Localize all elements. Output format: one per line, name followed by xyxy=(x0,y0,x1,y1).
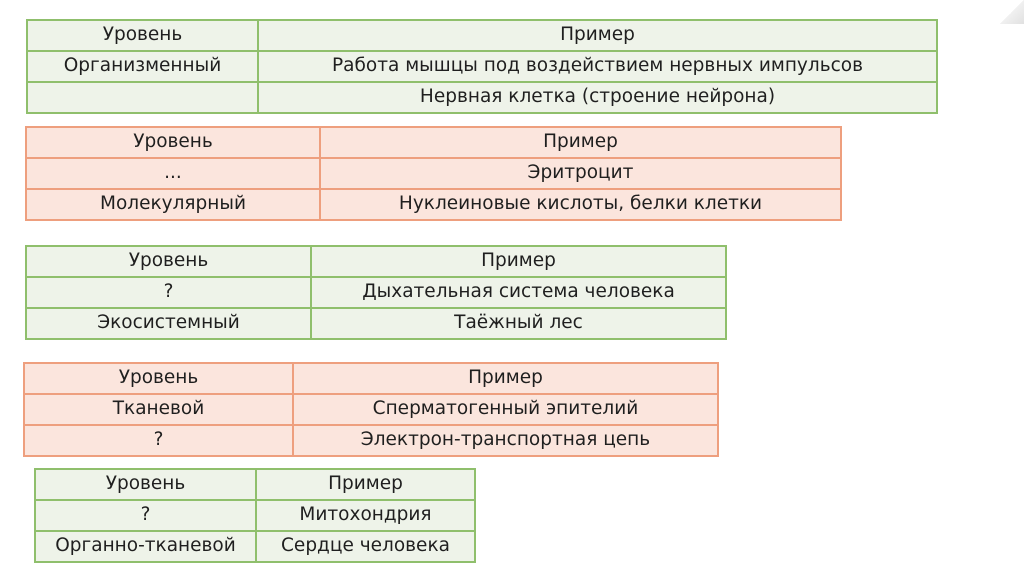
header-example: Пример xyxy=(320,127,841,158)
table-row xyxy=(26,277,726,308)
level-cell: Молекулярный xyxy=(26,189,320,220)
header-level: Уровень xyxy=(26,127,320,158)
header-level: Уровень xyxy=(35,469,256,500)
example-cell: Сперматогенный эпителий xyxy=(293,394,718,425)
header-level: Уровень xyxy=(24,363,293,394)
level-cell: Экосистемный xyxy=(26,308,311,339)
table-row xyxy=(26,308,726,339)
level-cell: ... xyxy=(26,158,320,189)
header-level: Уровень xyxy=(27,20,258,51)
table-row xyxy=(27,51,937,82)
level-cell xyxy=(27,82,258,113)
table-header-row xyxy=(26,246,726,277)
table-row xyxy=(26,189,841,220)
table-row xyxy=(24,425,718,456)
levels-table-3 xyxy=(25,245,727,340)
example-cell: Эритроцит xyxy=(320,158,841,189)
header-example: Пример xyxy=(258,20,937,51)
levels-table-2 xyxy=(25,126,842,221)
levels-table-1 xyxy=(26,19,938,114)
level-cell: Органно-тканевой xyxy=(35,531,256,562)
header-level: Уровень xyxy=(26,246,311,277)
table-row xyxy=(26,158,841,189)
table-row xyxy=(27,82,937,113)
table-header-row xyxy=(35,469,475,500)
levels-table-5 xyxy=(34,468,476,563)
example-cell: Работа мышцы под воздействием нервных импульсов xyxy=(258,51,937,82)
table-row xyxy=(35,500,475,531)
table-row xyxy=(24,394,718,425)
levels-table-4 xyxy=(23,362,719,457)
example-cell: Митохондрия xyxy=(256,500,475,531)
table-header-row xyxy=(24,363,718,394)
level-cell: ? xyxy=(24,425,293,456)
header-example: Пример xyxy=(293,363,718,394)
example-cell: Дыхательная система человека xyxy=(311,277,726,308)
example-cell: Таёжный лес xyxy=(311,308,726,339)
example-cell: Нуклеиновые кислоты, белки клетки xyxy=(320,189,841,220)
level-cell: Организменный xyxy=(27,51,258,82)
page-corner-fold xyxy=(1000,0,1024,24)
table-header-row xyxy=(27,20,937,51)
level-cell: Тканевой xyxy=(24,394,293,425)
header-example: Пример xyxy=(311,246,726,277)
table-row xyxy=(35,531,475,562)
example-cell: Нервная клетка (строение нейрона) xyxy=(258,82,937,113)
header-example: Пример xyxy=(256,469,475,500)
level-cell: ? xyxy=(35,500,256,531)
example-cell: Сердце человека xyxy=(256,531,475,562)
example-cell: Электрон-транспортная цепь xyxy=(293,425,718,456)
table-header-row xyxy=(26,127,841,158)
level-cell: ? xyxy=(26,277,311,308)
